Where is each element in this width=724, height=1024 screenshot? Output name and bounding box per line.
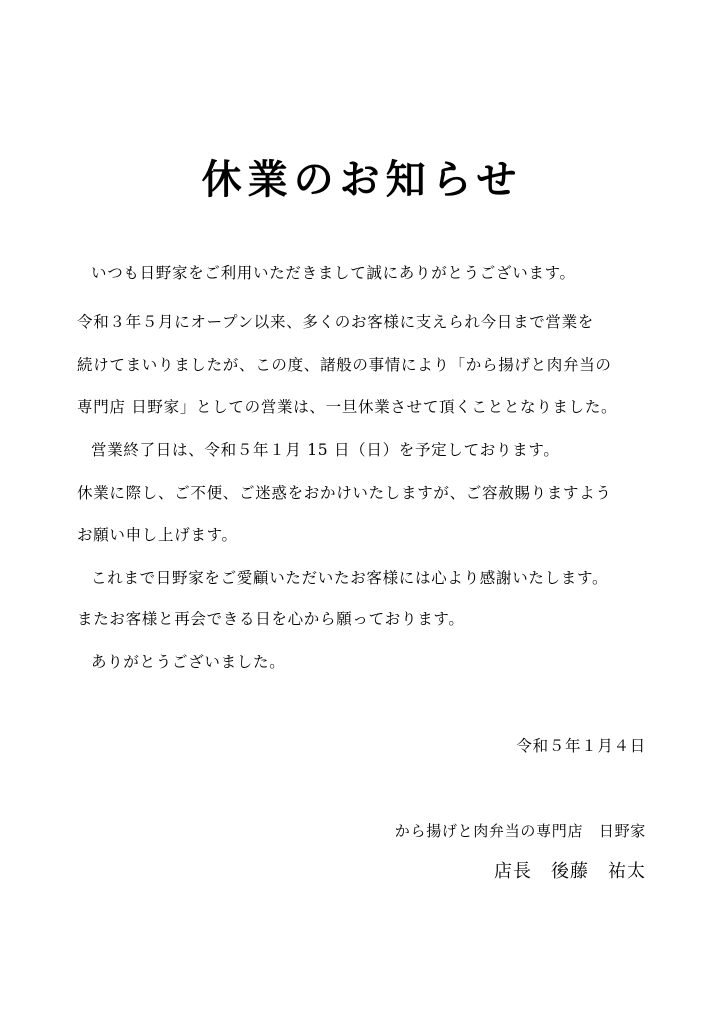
body-line-3: 続けてまいりましたが、この度、諸般の事情により「から揚げと肉弁当の — [77, 356, 612, 374]
body-line-2: 令和３年５月にオープン以来、多くのお客様に支えられ今日まで営業を — [77, 313, 595, 331]
body-line-1: いつも日野家をご利用いただきまして誠にありがとうございます。 — [91, 264, 576, 282]
body-line-10: ありがとうございました。 — [91, 653, 286, 671]
notice-date: 令和５年１月４日 — [516, 737, 646, 755]
notice-title: 休業のお知らせ — [201, 156, 523, 203]
body-line-4: 専門店 日野家」としての営業は、一旦休業させて頂くこととなりました。 — [77, 398, 618, 416]
body-line-5: 営業終了日は、令和５年１月 15 日（日）を予定しております。 — [91, 441, 560, 459]
body-line-8: これまで日野家をご愛顧いただいたお客様には心より感謝いたします。 — [91, 569, 609, 587]
shop-name: から揚げと肉弁当の専門店 日野家 — [394, 822, 646, 840]
signatory-name: 店長 後藤 祐太 — [494, 861, 646, 882]
body-line-9: またお客様と再会できる日を心から願っております。 — [77, 610, 465, 628]
body-line-7: お願い申し上げます。 — [77, 526, 238, 544]
body-line-6: 休業に際し、ご不便、ご迷惑をおかけいたしますが、ご容赦賜りますよう — [77, 484, 612, 502]
